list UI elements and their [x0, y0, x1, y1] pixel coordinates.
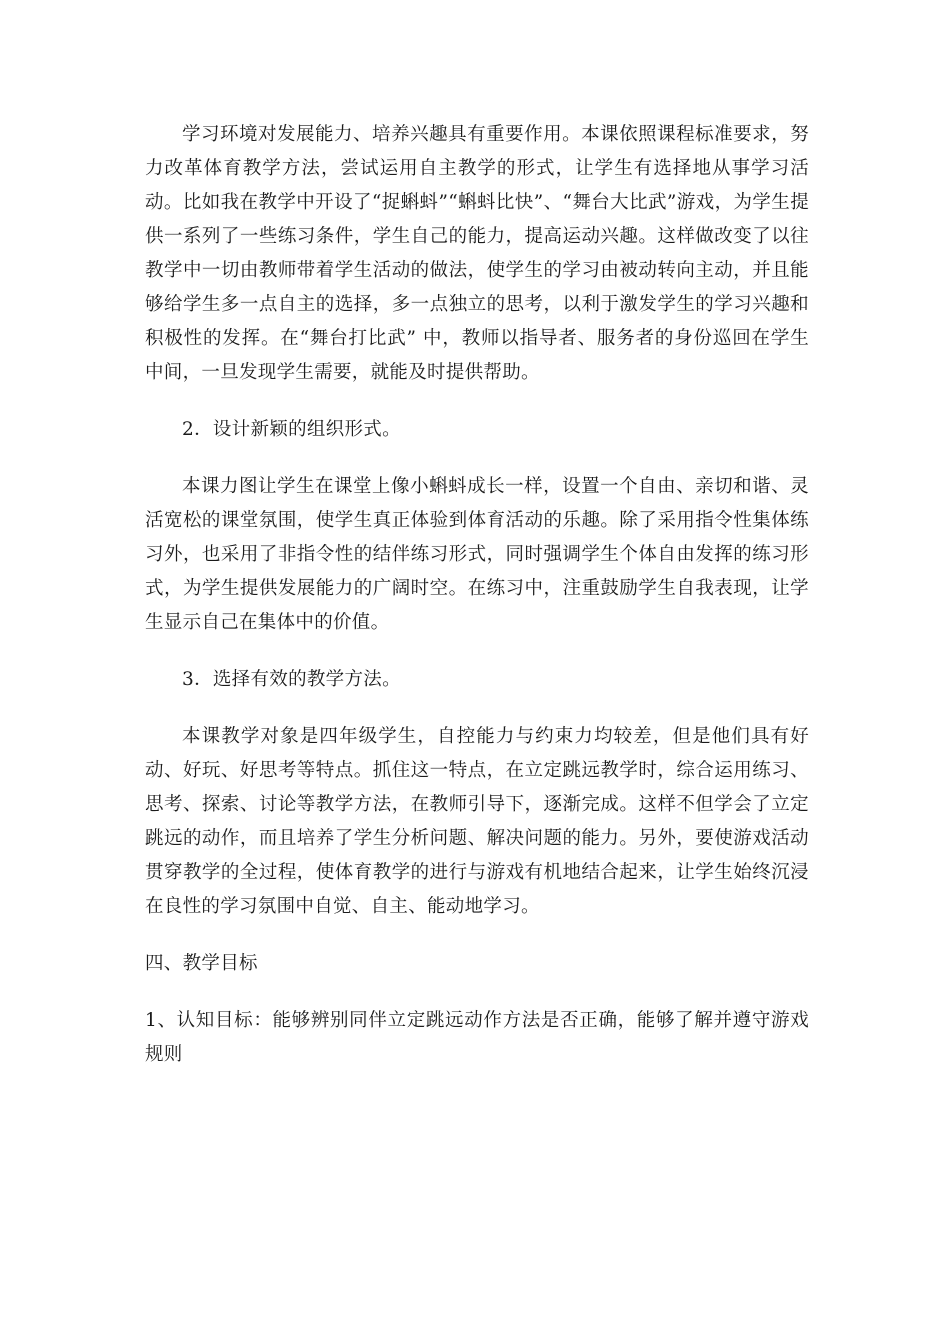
paragraph-heading-teaching-method: 3．选择有效的教学方法。: [182, 669, 401, 690]
paragraph-learning-environment: 学习环境对发展能力、培养兴趣具有重要作用。本课依照课程标准要求，努力改革体育教学方法，尝试运用自主教学的形式，让学生有选择地从事学习活动。比如我在教学中开设了“捉蝌蚪”“蝌蚪比快”、“舞台大比武”游戏，为学生提供一系列了一些练习条件，学生自己的能力，提高运动兴趣。这样做改变了以往教学中一切由教师带着学生活动的做法，使学生的学习由被动转向主动，并且能够给学生多一点自主的选择，多一点独立的思考，以利于激发学生的学习兴趣和积极性的发挥。在“舞台打比武” 中，教师以指导者、服务者的身份巡回在学生中间，一旦发现学生需要，就能及时提供帮助。: [145, 124, 809, 383]
document-body: [145, 118, 809, 1072]
paragraph-organization-form: 本课力图让学生在课堂上像小蝌蚪成长一样，设置一个自由、亲切和谐、灵活宽松的课堂氛围，使学生真正体验到体育活动的乐趣。除了采用指令性集体练习外，也采用了非指令性的结伴练习形式，同时强调学生个体自由发挥的练习形式，为学生提供发展能力的广阔时空。在练习中，注重鼓励学生自我表现，让学生显示自己在集体中的价值。: [145, 476, 809, 633]
section-heading-teaching-goals: 四、教学目标: [145, 953, 258, 974]
paragraph-heading-organization-form: 2．设计新颖的组织形式。: [182, 419, 401, 440]
paragraph-teaching-method: 本课教学对象是四年级学生，自控能力与约束力均较差，但是他们具有好动、好玩、好思考等特点。抓住这一特点，在立定跳远教学时，综合运用练习、思考、探索、讨论等教学方法，在教师引导下，逐渐完成。这样不但学会了立定跳远的动作，而且培养了学生分析问题、解决问题的能力。另外，要使游戏活动贯穿教学的全过程，使体育教学的进行与游戏有机地结合起来，让学生始终沉浸在良性的学习氛围中自觉、自主、能动地学习。: [145, 726, 809, 917]
paragraph-cognitive-goal: 1、认知目标：能够辨别同伴立定跳远动作方法是否正确，能够了解并遵守游戏规则: [145, 1010, 809, 1065]
